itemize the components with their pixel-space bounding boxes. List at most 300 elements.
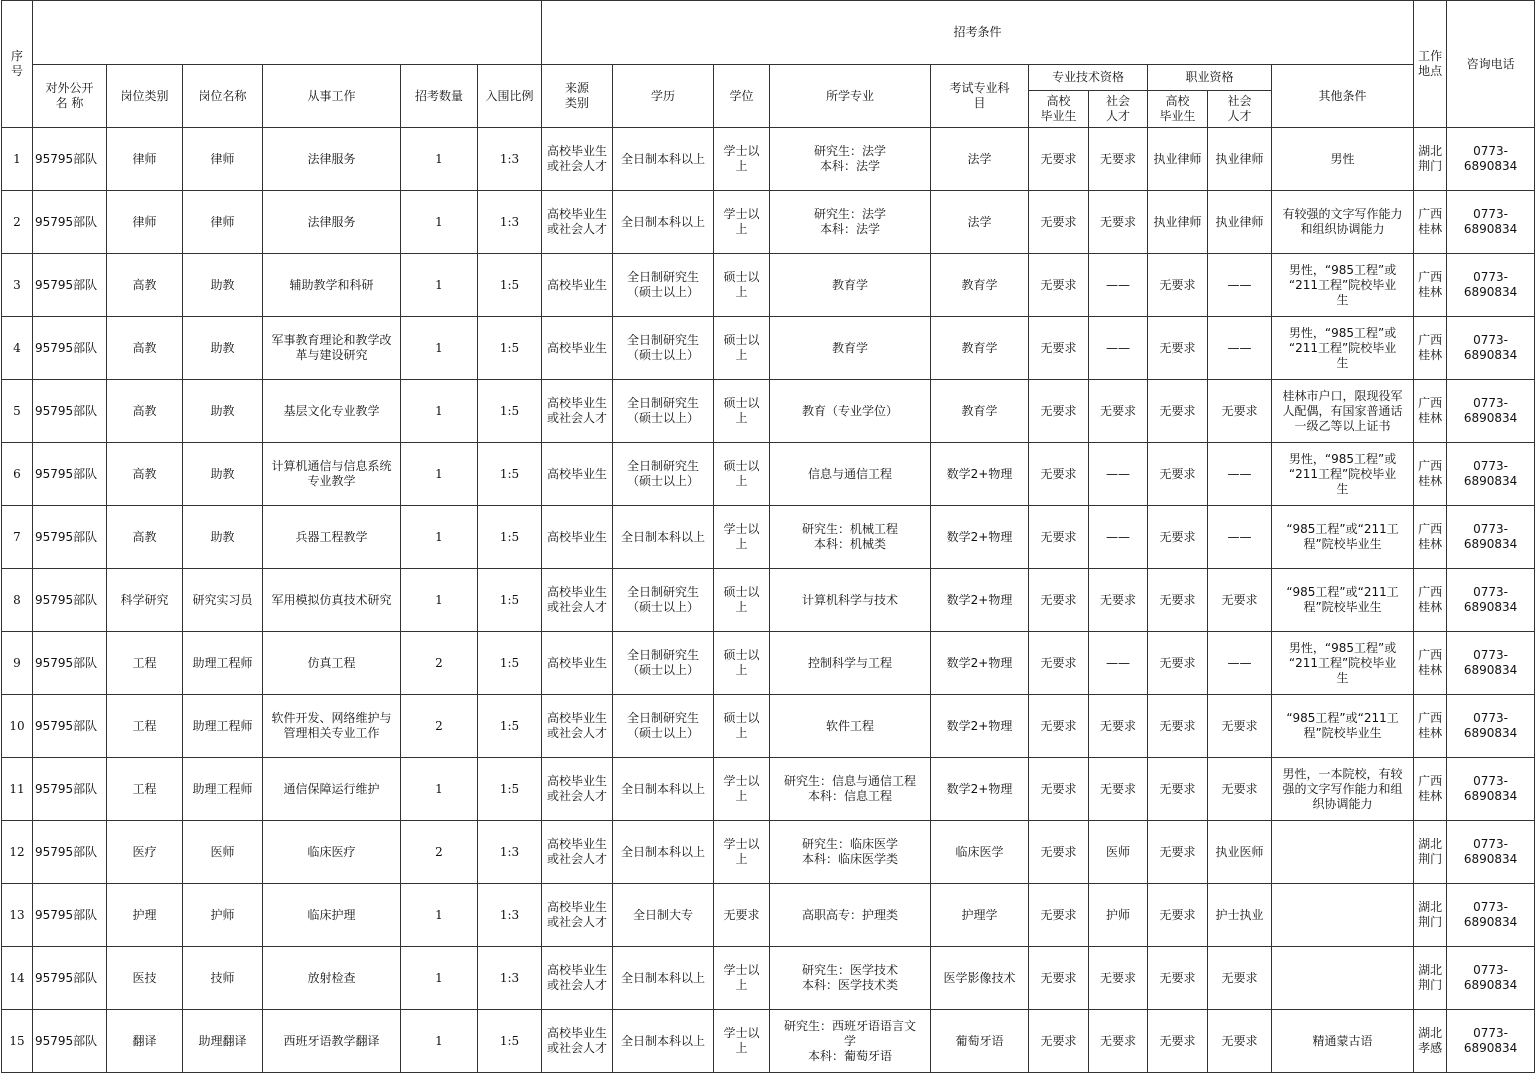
- cell-unit: 95795部队: [33, 632, 107, 695]
- cell-phone: 0773- 6890834: [1447, 506, 1535, 569]
- recruitment-table: [1, 0, 1535, 1073]
- cell-work: 军用模拟仿真技术研究: [263, 569, 401, 632]
- cell-source: 高校毕业生 或社会人才: [542, 128, 613, 191]
- cell-source: 高校毕业生 或社会人才: [542, 695, 613, 758]
- cell-major: 研究生：法学 本科：法学: [770, 191, 931, 254]
- cell-job-category: 高教: [107, 317, 183, 380]
- cell-tech-grad: 无要求: [1029, 128, 1089, 191]
- cell-prof-grad: 执业律师: [1148, 128, 1208, 191]
- cell-location: 广西 桂林: [1414, 758, 1447, 821]
- cell-location: 广西 桂林: [1414, 380, 1447, 443]
- cell-ratio: 1:5: [478, 317, 542, 380]
- cell-location: 广西 桂林: [1414, 317, 1447, 380]
- cell-exam: 葡萄牙语: [931, 1010, 1029, 1073]
- cell-location: 广西 桂林: [1414, 254, 1447, 317]
- cell-prof-grad: 无要求: [1148, 569, 1208, 632]
- cell-prof-social: 无要求: [1208, 1010, 1272, 1073]
- cell-unit: 95795部队: [33, 695, 107, 758]
- header-count: 招考数量: [401, 65, 478, 128]
- cell-prof-grad: 无要求: [1148, 254, 1208, 317]
- table-row: [2, 191, 1535, 254]
- cell-work: 西班牙语教学翻译: [263, 1010, 401, 1073]
- cell-prof-social: 执业律师: [1208, 128, 1272, 191]
- cell-degree: 硕士以 上: [714, 380, 770, 443]
- cell-job-name: 律师: [183, 191, 263, 254]
- cell-job-name: 研究实习员: [183, 569, 263, 632]
- cell-job-category: 律师: [107, 191, 183, 254]
- cell-other: 男性，“985工程”或 “211工程”院校毕业 生: [1272, 254, 1414, 317]
- table-row: [2, 632, 1535, 695]
- cell-job-category: 高教: [107, 506, 183, 569]
- table-row: [2, 569, 1535, 632]
- header-ratio: 入围比例: [478, 65, 542, 128]
- cell-count: 1: [401, 380, 478, 443]
- cell-job-name: 技师: [183, 947, 263, 1010]
- cell-seq: 7: [2, 506, 33, 569]
- cell-prof-social: 无要求: [1208, 695, 1272, 758]
- cell-prof-grad: 无要求: [1148, 506, 1208, 569]
- cell-exam: 数学2+物理: [931, 443, 1029, 506]
- cell-job-name: 律师: [183, 128, 263, 191]
- cell-work: 临床护理: [263, 884, 401, 947]
- cell-ratio: 1:5: [478, 632, 542, 695]
- header-prof-qual: 职业资格: [1148, 65, 1272, 91]
- cell-work: 法律服务: [263, 128, 401, 191]
- cell-count: 1: [401, 254, 478, 317]
- cell-tech-social: 医师: [1089, 821, 1148, 884]
- cell-job-category: 高教: [107, 380, 183, 443]
- cell-job-name: 护师: [183, 884, 263, 947]
- cell-seq: 15: [2, 1010, 33, 1073]
- cell-major: 高职高专：护理类: [770, 884, 931, 947]
- cell-count: 2: [401, 695, 478, 758]
- cell-tech-social: ——: [1089, 506, 1148, 569]
- header-source: 来源 类别: [542, 65, 613, 128]
- cell-job-category: 高教: [107, 443, 183, 506]
- cell-unit: 95795部队: [33, 254, 107, 317]
- cell-tech-social: 无要求: [1089, 191, 1148, 254]
- cell-tech-grad: 无要求: [1029, 506, 1089, 569]
- cell-major: 控制科学与工程: [770, 632, 931, 695]
- cell-count: 1: [401, 1010, 478, 1073]
- cell-education: 全日制研究生 （硕士以上）: [613, 443, 714, 506]
- cell-unit: 95795部队: [33, 569, 107, 632]
- cell-education: 全日制研究生 （硕士以上）: [613, 569, 714, 632]
- cell-unit: 95795部队: [33, 947, 107, 1010]
- cell-ratio: 1:3: [478, 128, 542, 191]
- cell-count: 2: [401, 632, 478, 695]
- cell-prof-grad: 无要求: [1148, 632, 1208, 695]
- cell-phone: 0773- 6890834: [1447, 443, 1535, 506]
- cell-prof-grad: 无要求: [1148, 317, 1208, 380]
- cell-seq: 8: [2, 569, 33, 632]
- cell-job-name: 助教: [183, 380, 263, 443]
- cell-prof-social: 执业律师: [1208, 191, 1272, 254]
- cell-prof-grad: 无要求: [1148, 947, 1208, 1010]
- header-degree: 学位: [714, 65, 770, 128]
- cell-unit: 95795部队: [33, 380, 107, 443]
- cell-major: 研究生：西班牙语语言文 学 本科：葡萄牙语: [770, 1010, 931, 1073]
- cell-degree: 硕士以 上: [714, 443, 770, 506]
- cell-tech-grad: 无要求: [1029, 569, 1089, 632]
- header-location: 工作 地点: [1414, 1, 1447, 128]
- cell-ratio: 1:3: [478, 821, 542, 884]
- header-prof-social: 社会 人才: [1208, 91, 1272, 128]
- cell-exam: 教育学: [931, 254, 1029, 317]
- cell-prof-social: ——: [1208, 443, 1272, 506]
- cell-location: 湖北 孝感: [1414, 1010, 1447, 1073]
- cell-other: “985工程”或“211工 程”院校毕业生: [1272, 506, 1414, 569]
- cell-phone: 0773- 6890834: [1447, 1010, 1535, 1073]
- cell-prof-social: ——: [1208, 317, 1272, 380]
- cell-ratio: 1:5: [478, 443, 542, 506]
- cell-job-name: 助教: [183, 254, 263, 317]
- cell-job-category: 高教: [107, 254, 183, 317]
- cell-major: 研究生：信息与通信工程 本科：信息工程: [770, 758, 931, 821]
- cell-work: 兵器工程教学: [263, 506, 401, 569]
- cell-other: 男性，“985工程”或 “211工程”院校毕业 生: [1272, 317, 1414, 380]
- cell-ratio: 1:5: [478, 695, 542, 758]
- cell-unit: 95795部队: [33, 191, 107, 254]
- cell-major: 信息与通信工程: [770, 443, 931, 506]
- cell-work: 法律服务: [263, 191, 401, 254]
- cell-count: 1: [401, 443, 478, 506]
- cell-location: 湖北 荆门: [1414, 128, 1447, 191]
- cell-tech-grad: 无要求: [1029, 380, 1089, 443]
- cell-education: 全日制本科以上: [613, 1010, 714, 1073]
- cell-exam: 教育学: [931, 317, 1029, 380]
- cell-degree: 硕士以 上: [714, 254, 770, 317]
- cell-phone: 0773- 6890834: [1447, 317, 1535, 380]
- header-tech-grad: 高校 毕业生: [1029, 91, 1089, 128]
- cell-job-category: 医疗: [107, 821, 183, 884]
- cell-phone: 0773- 6890834: [1447, 191, 1535, 254]
- cell-degree: 硕士以 上: [714, 317, 770, 380]
- cell-unit: 95795部队: [33, 1010, 107, 1073]
- cell-tech-social: 无要求: [1089, 758, 1148, 821]
- table-row: [2, 317, 1535, 380]
- cell-location: 广西 桂林: [1414, 695, 1447, 758]
- cell-job-name: 助教: [183, 506, 263, 569]
- cell-job-name: 助理工程师: [183, 632, 263, 695]
- cell-prof-grad: 无要求: [1148, 821, 1208, 884]
- cell-other: 男性，“985工程”或 “211工程”院校毕业 生: [1272, 443, 1414, 506]
- cell-job-category: 科学研究: [107, 569, 183, 632]
- cell-seq: 1: [2, 128, 33, 191]
- cell-phone: 0773- 6890834: [1447, 254, 1535, 317]
- cell-seq: 11: [2, 758, 33, 821]
- header-other: 其他条件: [1272, 65, 1414, 128]
- cell-prof-social: 无要求: [1208, 569, 1272, 632]
- cell-degree: 无要求: [714, 884, 770, 947]
- cell-exam: 医学影像技术: [931, 947, 1029, 1010]
- cell-degree: 学士以 上: [714, 1010, 770, 1073]
- cell-prof-grad: 无要求: [1148, 443, 1208, 506]
- cell-phone: 0773- 6890834: [1447, 632, 1535, 695]
- table-row: [2, 695, 1535, 758]
- cell-tech-grad: 无要求: [1029, 758, 1089, 821]
- cell-source: 高校毕业生 或社会人才: [542, 884, 613, 947]
- cell-prof-grad: 无要求: [1148, 1010, 1208, 1073]
- cell-source: 高校毕业生 或社会人才: [542, 191, 613, 254]
- cell-education: 全日制本科以上: [613, 947, 714, 1010]
- cell-tech-grad: 无要求: [1029, 821, 1089, 884]
- header-conditions: 招考条件: [542, 1, 1414, 65]
- cell-exam: 数学2+物理: [931, 632, 1029, 695]
- cell-phone: 0773- 6890834: [1447, 821, 1535, 884]
- cell-work: 基层文化专业教学: [263, 380, 401, 443]
- header-exam: 考试专业科 目: [931, 65, 1029, 128]
- cell-source: 高校毕业生 或社会人才: [542, 569, 613, 632]
- cell-education: 全日制本科以上: [613, 506, 714, 569]
- cell-other: 精通蒙古语: [1272, 1010, 1414, 1073]
- cell-exam: 临床医学: [931, 821, 1029, 884]
- cell-ratio: 1:3: [478, 884, 542, 947]
- cell-unit: 95795部队: [33, 758, 107, 821]
- header-row-top: [2, 1, 1535, 65]
- cell-job-category: 律师: [107, 128, 183, 191]
- cell-exam: 数学2+物理: [931, 758, 1029, 821]
- cell-education: 全日制研究生 （硕士以上）: [613, 695, 714, 758]
- header-job-category: 岗位类别: [107, 65, 183, 128]
- cell-other: 男性，一本院校，有较 强的文字写作能力和组 织协调能力: [1272, 758, 1414, 821]
- cell-prof-social: 无要求: [1208, 947, 1272, 1010]
- cell-job-name: 助理工程师: [183, 758, 263, 821]
- cell-ratio: 1:5: [478, 569, 542, 632]
- cell-count: 1: [401, 758, 478, 821]
- cell-education: 全日制本科以上: [613, 758, 714, 821]
- cell-tech-social: 无要求: [1089, 947, 1148, 1010]
- cell-job-category: 医技: [107, 947, 183, 1010]
- table-row: [2, 254, 1535, 317]
- cell-exam: 数学2+物理: [931, 569, 1029, 632]
- cell-work: 军事教育理论和教学改 革与建设研究: [263, 317, 401, 380]
- cell-location: 广西 桂林: [1414, 443, 1447, 506]
- cell-job-name: 医师: [183, 821, 263, 884]
- table-row: [2, 821, 1535, 884]
- cell-education: 全日制本科以上: [613, 191, 714, 254]
- cell-major: 研究生：机械工程 本科：机械类: [770, 506, 931, 569]
- cell-prof-social: 护士执业: [1208, 884, 1272, 947]
- cell-ratio: 1:5: [478, 380, 542, 443]
- cell-phone: 0773- 6890834: [1447, 947, 1535, 1010]
- cell-tech-grad: 无要求: [1029, 947, 1089, 1010]
- cell-education: 全日制本科以上: [613, 821, 714, 884]
- cell-major: 教育学: [770, 254, 931, 317]
- cell-other: 桂林市户口，限现役军 人配偶，有国家普通话 一级乙等以上证书: [1272, 380, 1414, 443]
- cell-source: 高校毕业生: [542, 443, 613, 506]
- cell-phone: 0773- 6890834: [1447, 758, 1535, 821]
- cell-source: 高校毕业生: [542, 254, 613, 317]
- cell-source: 高校毕业生 或社会人才: [542, 947, 613, 1010]
- cell-education: 全日制研究生 （硕士以上）: [613, 380, 714, 443]
- header-work: 从事工作: [263, 65, 401, 128]
- cell-education: 全日制研究生 （硕士以上）: [613, 254, 714, 317]
- cell-seq: 13: [2, 884, 33, 947]
- cell-unit: 95795部队: [33, 317, 107, 380]
- cell-unit: 95795部队: [33, 128, 107, 191]
- cell-work: 临床医疗: [263, 821, 401, 884]
- table-row: [2, 1010, 1535, 1073]
- cell-work: 辅助教学和科研: [263, 254, 401, 317]
- cell-job-name: 助教: [183, 443, 263, 506]
- cell-prof-social: ——: [1208, 632, 1272, 695]
- cell-phone: 0773- 6890834: [1447, 380, 1535, 443]
- cell-seq: 3: [2, 254, 33, 317]
- cell-seq: 9: [2, 632, 33, 695]
- cell-exam: 数学2+物理: [931, 695, 1029, 758]
- cell-degree: 硕士以 上: [714, 632, 770, 695]
- table-body: [2, 1, 1535, 1073]
- table-row: [2, 947, 1535, 1010]
- cell-exam: 数学2+物理: [931, 506, 1029, 569]
- cell-seq: 2: [2, 191, 33, 254]
- table-row: [2, 128, 1535, 191]
- cell-count: 1: [401, 128, 478, 191]
- cell-work: 软件开发、网络维护与 管理相关专业工作: [263, 695, 401, 758]
- cell-major: 研究生：临床医学 本科：临床医学类: [770, 821, 931, 884]
- cell-source: 高校毕业生 或社会人才: [542, 1010, 613, 1073]
- cell-tech-grad: 无要求: [1029, 884, 1089, 947]
- header-row-middle: [2, 65, 1535, 91]
- cell-major: 研究生：法学 本科：法学: [770, 128, 931, 191]
- cell-prof-grad: 无要求: [1148, 758, 1208, 821]
- cell-tech-social: 护师: [1089, 884, 1148, 947]
- cell-location: 湖北 荆门: [1414, 884, 1447, 947]
- cell-tech-social: 无要求: [1089, 569, 1148, 632]
- table-row: [2, 884, 1535, 947]
- cell-unit: 95795部队: [33, 884, 107, 947]
- cell-work: 通信保障运行维护: [263, 758, 401, 821]
- cell-major: 教育学: [770, 317, 931, 380]
- cell-phone: 0773- 6890834: [1447, 128, 1535, 191]
- cell-count: 1: [401, 191, 478, 254]
- cell-degree: 硕士以 上: [714, 695, 770, 758]
- cell-prof-social: 无要求: [1208, 380, 1272, 443]
- cell-tech-social: ——: [1089, 254, 1148, 317]
- cell-tech-grad: 无要求: [1029, 317, 1089, 380]
- cell-location: 湖北 荆门: [1414, 947, 1447, 1010]
- cell-other: 男性: [1272, 128, 1414, 191]
- cell-major: 教育（专业学位）: [770, 380, 931, 443]
- cell-job-category: 工程: [107, 758, 183, 821]
- cell-unit: 95795部队: [33, 506, 107, 569]
- cell-tech-social: 无要求: [1089, 695, 1148, 758]
- cell-education: 全日制本科以上: [613, 128, 714, 191]
- cell-tech-grad: 无要求: [1029, 191, 1089, 254]
- cell-tech-grad: 无要求: [1029, 632, 1089, 695]
- cell-phone: 0773- 6890834: [1447, 884, 1535, 947]
- cell-location: 湖北 荆门: [1414, 821, 1447, 884]
- cell-education: 全日制大专: [613, 884, 714, 947]
- cell-prof-social: 无要求: [1208, 758, 1272, 821]
- cell-location: 广西 桂林: [1414, 569, 1447, 632]
- cell-tech-social: ——: [1089, 317, 1148, 380]
- table-row: [2, 506, 1535, 569]
- cell-job-name: 助教: [183, 317, 263, 380]
- header-job-name: 岗位名称: [183, 65, 263, 128]
- cell-work: 仿真工程: [263, 632, 401, 695]
- cell-job-name: 助理翻译: [183, 1010, 263, 1073]
- cell-source: 高校毕业生 或社会人才: [542, 380, 613, 443]
- cell-other: “985工程”或“211工 程”院校毕业生: [1272, 695, 1414, 758]
- cell-seq: 14: [2, 947, 33, 1010]
- cell-count: 1: [401, 947, 478, 1010]
- cell-tech-social: 无要求: [1089, 1010, 1148, 1073]
- table-row: [2, 758, 1535, 821]
- header-education: 学历: [613, 65, 714, 128]
- cell-job-name: 助理工程师: [183, 695, 263, 758]
- cell-other: [1272, 884, 1414, 947]
- cell-degree: 硕士以 上: [714, 569, 770, 632]
- cell-seq: 6: [2, 443, 33, 506]
- cell-other: “985工程”或“211工 程”院校毕业生: [1272, 569, 1414, 632]
- cell-job-category: 工程: [107, 632, 183, 695]
- cell-tech-social: ——: [1089, 443, 1148, 506]
- cell-phone: 0773- 6890834: [1447, 695, 1535, 758]
- cell-source: 高校毕业生 或社会人才: [542, 758, 613, 821]
- cell-major: 研究生：医学技术 本科：医学技术类: [770, 947, 931, 1010]
- cell-job-category: 翻译: [107, 1010, 183, 1073]
- header-phone: 咨询电话: [1447, 1, 1535, 128]
- cell-prof-grad: 无要求: [1148, 380, 1208, 443]
- cell-ratio: 1:3: [478, 947, 542, 1010]
- cell-degree: 学士以 上: [714, 947, 770, 1010]
- cell-count: 1: [401, 569, 478, 632]
- cell-count: 2: [401, 821, 478, 884]
- cell-ratio: 1:5: [478, 758, 542, 821]
- cell-work: 放射检查: [263, 947, 401, 1010]
- header-prof-grad: 高校 毕业生: [1148, 91, 1208, 128]
- cell-seq: 4: [2, 317, 33, 380]
- cell-job-category: 工程: [107, 695, 183, 758]
- cell-unit: 95795部队: [33, 821, 107, 884]
- cell-location: 广西 桂林: [1414, 506, 1447, 569]
- cell-tech-grad: 无要求: [1029, 443, 1089, 506]
- cell-source: 高校毕业生: [542, 317, 613, 380]
- cell-phone: 0773- 6890834: [1447, 569, 1535, 632]
- header-unit: 对外公开 名 称: [33, 65, 107, 128]
- cell-source: 高校毕业生: [542, 632, 613, 695]
- table-row: [2, 380, 1535, 443]
- cell-ratio: 1:5: [478, 254, 542, 317]
- cell-tech-grad: 无要求: [1029, 695, 1089, 758]
- header-top-blank: [33, 1, 542, 65]
- cell-exam: 教育学: [931, 380, 1029, 443]
- header-tech-qual: 专业技术资格: [1029, 65, 1148, 91]
- header-tech-social: 社会 人才: [1089, 91, 1148, 128]
- cell-exam: 法学: [931, 128, 1029, 191]
- cell-seq: 12: [2, 821, 33, 884]
- cell-prof-grad: 无要求: [1148, 695, 1208, 758]
- cell-prof-social: 执业医师: [1208, 821, 1272, 884]
- cell-exam: 法学: [931, 191, 1029, 254]
- cell-ratio: 1:3: [478, 191, 542, 254]
- cell-other: [1272, 947, 1414, 1010]
- cell-other: 有较强的文字写作能力 和组织协调能力: [1272, 191, 1414, 254]
- cell-major: 计算机科学与技术: [770, 569, 931, 632]
- cell-job-category: 护理: [107, 884, 183, 947]
- cell-exam: 护理学: [931, 884, 1029, 947]
- header-major: 所学专业: [770, 65, 931, 128]
- cell-education: 全日制研究生 （硕士以上）: [613, 632, 714, 695]
- cell-ratio: 1:5: [478, 506, 542, 569]
- cell-education: 全日制研究生 （硕士以上）: [613, 317, 714, 380]
- cell-prof-grad: 执业律师: [1148, 191, 1208, 254]
- cell-ratio: 1:5: [478, 1010, 542, 1073]
- cell-degree: 学士以 上: [714, 506, 770, 569]
- cell-source: 高校毕业生: [542, 506, 613, 569]
